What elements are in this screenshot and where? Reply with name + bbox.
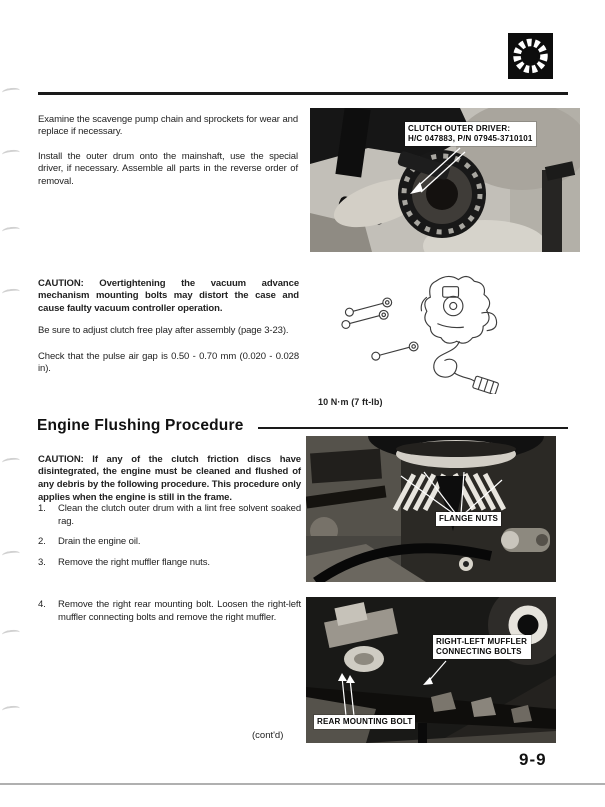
- binding-mark: [2, 288, 21, 297]
- note-pulse-air-gap: Check that the pulse air gap is 0.50 - 0.70 mm (0.020 - 0.028 in).: [38, 350, 299, 375]
- callout-flange-nuts: FLANGE NUTS: [436, 512, 501, 526]
- step-number: 4.: [38, 599, 46, 610]
- clutch-plate-icon: [508, 33, 553, 79]
- paragraph-install-drum: Install the outer drum onto the mainshaft, use the special driver, if necessary. Assemble all parts in the reverse order of removal.: [38, 150, 298, 188]
- step-number: 3.: [38, 557, 46, 568]
- step-text: Remove the right rear mounting bolt. Loosen the right-left muffler connecting bolts and remove the right muffler.: [58, 599, 301, 623]
- binding-mark: [2, 149, 21, 158]
- binding-mark: [2, 457, 21, 466]
- chapter-tab: [508, 33, 553, 79]
- callout-connecting-bolts: RIGHT-LEFT MUFFLER CONNECTING BOLTS: [433, 635, 531, 659]
- note-clutch-free-play: Be sure to adjust clutch free play after assembly (page 3-23).: [38, 324, 289, 336]
- paragraph-scavenge-pump: Examine the scavenge pump chain and sprockets for wear and replace if necessary.: [38, 113, 298, 138]
- step-3: [38, 557, 301, 570]
- binding-mark: [2, 87, 21, 96]
- step-2: [38, 536, 301, 549]
- step-number: 1.: [38, 503, 46, 514]
- callout-clutch-outer-driver: [405, 122, 536, 146]
- step-text: Drain the engine oil.: [58, 536, 141, 547]
- step-4: [38, 599, 301, 625]
- contd-label: (cont'd): [252, 730, 284, 741]
- step-1: [38, 503, 301, 529]
- photo-flange-nuts: [306, 436, 556, 582]
- callout-line: CLUTCH OUTER DRIVER:: [408, 124, 511, 133]
- step-number: 2.: [38, 536, 46, 547]
- photo-muffler-mounting: [306, 597, 556, 743]
- callout-rear-mounting-bolt: REAR MOUNTING BOLT: [314, 715, 415, 729]
- header-rule: [38, 92, 568, 95]
- photo-clutch-installation: [310, 108, 580, 252]
- illustration-vacuum-controller: [315, 262, 595, 394]
- binding-mark: [2, 705, 21, 714]
- section-heading: Engine Flushing Procedure: [37, 417, 244, 434]
- line-art: [315, 262, 595, 394]
- caution-vacuum-advance: CAUTION: Overtightening the vacuum advance mechanism mounting bolts may distort the case and cause faulty vacuum controller operation.: [38, 277, 299, 315]
- step-text: Remove the right muffler flange nuts.: [58, 557, 210, 568]
- footer-rule: [0, 783, 605, 785]
- binding-mark: [2, 226, 21, 235]
- page-number: 9-9: [519, 750, 547, 769]
- section-heading-rule: [258, 427, 568, 429]
- binding-mark: [2, 629, 21, 638]
- binding-mark: [2, 550, 21, 559]
- photo-artwork: [306, 436, 556, 582]
- caution-engine-flushing: CAUTION: If any of the clutch friction discs have disintegrated, the engine must be cleaned and flushed of any debris by the following procedure. This procedure only applies when the engine is still in the frame.: [38, 453, 301, 504]
- torque-label: 10 N·m (7 ft-lb): [318, 397, 383, 407]
- step-text: Clean the clutch outer drum with a lint free solvent soaked rag.: [58, 503, 301, 527]
- callout-line: H/C 047883, P/N 07945-3710101: [408, 134, 533, 143]
